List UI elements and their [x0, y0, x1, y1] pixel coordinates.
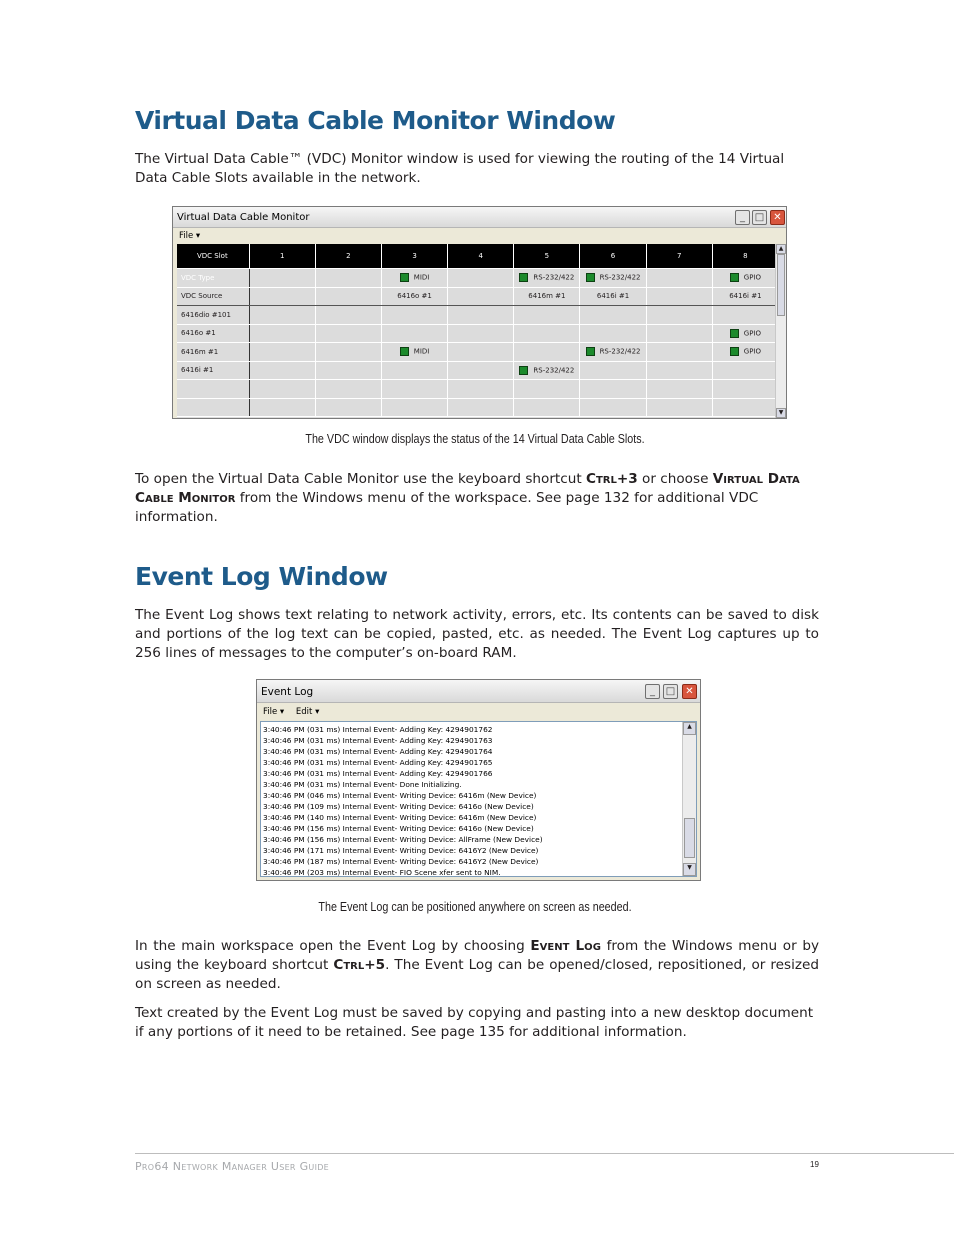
event-log-text-area[interactable] [260, 721, 697, 877]
vdc-cell [315, 398, 381, 417]
vdc-cell[interactable] [514, 269, 580, 288]
slot-header[interactable]: 6 [580, 244, 646, 269]
log-line: 3:40:46 PM (031 ms) Internal Event- Adding Key: 4294901762 [263, 725, 493, 734]
log-line: 3:40:46 PM (187 ms) Internal Event- Writing Device: 6416Y2 (New Device) [263, 857, 539, 866]
vdc-cell[interactable] [381, 287, 447, 306]
slot-header[interactable]: 8 [712, 244, 778, 269]
scroll-thumb[interactable] [684, 818, 695, 858]
vdc-cell [712, 380, 778, 399]
vdc-cell[interactable] [315, 287, 381, 306]
minimize-button[interactable]: _ [735, 210, 750, 225]
vdc-cell-text: RS-232/422 [599, 273, 641, 282]
vdc-cell[interactable] [448, 343, 514, 362]
vdc-monitor-window [172, 206, 787, 419]
section-heading-vdc: Virtual Data Cable Monitor Window [135, 106, 616, 135]
vdc-cell [514, 398, 580, 417]
vdc-type-label: VDC Type [177, 269, 249, 288]
text: or choose [637, 471, 713, 487]
vdc-cell[interactable] [381, 343, 447, 362]
text: To open the Virtual Data Cable Monitor use the keyboard shortcut [135, 471, 586, 487]
menu-file[interactable]: File ▾ [179, 231, 201, 241]
vdc-cell-text: RS-232/422 [533, 273, 575, 282]
log-line: 3:40:46 PM (109 ms) Internal Event- Writing Device: 6416o (New Device) [263, 802, 534, 811]
vdc-cell[interactable] [381, 361, 447, 380]
shortcut-ctrl5: Ctrl+5 [333, 957, 386, 973]
vdc-cell[interactable] [249, 306, 315, 325]
vdc-menubar [179, 231, 786, 241]
vdc-cell[interactable] [448, 269, 514, 288]
event-log-window-title: Event Log [261, 686, 314, 698]
vdc-cell[interactable] [315, 306, 381, 325]
device-name: 6416i #1 [177, 361, 249, 380]
close-button[interactable]: ✕ [770, 210, 785, 225]
vdc-cell[interactable] [514, 287, 580, 306]
log-line: 3:40:46 PM (031 ms) Internal Event- Adding Key: 4294901766 [263, 769, 493, 778]
vdc-cell [177, 380, 249, 399]
vdc-cell-text: RS-232/422 [599, 347, 641, 356]
vdc-cell[interactable] [646, 269, 712, 288]
status-indicator-icon [586, 273, 595, 282]
text: from the Windows menu of the workspace. See page 132 for additional VDC information. [135, 490, 759, 525]
section-heading-event-log: Event Log Window [135, 562, 388, 591]
vdc-cell[interactable] [514, 324, 580, 343]
vdc-source-row [177, 287, 779, 306]
event-log-title-bar[interactable] [257, 680, 700, 703]
vdc-cell-text: MIDI [413, 347, 430, 356]
vdc-window-title: Virtual Data Cable Monitor [177, 212, 310, 223]
vdc-cell[interactable] [580, 269, 646, 288]
vdc-cell [646, 398, 712, 417]
log-line: 3:40:46 PM (031 ms) Internal Event- Adding Key: 4294901764 [263, 747, 493, 756]
vdc-cell-text: RS-232/422 [533, 366, 575, 375]
vdc-source-label: VDC Source [177, 287, 249, 306]
text: . The Event Log can be opened/closed, repositioned, or resized on screen as needed. [135, 957, 819, 992]
event-log-save-paragraph: Text created by the Event Log must be saved by copying and pasting into a new desktop document if any portions of it need to be retained. See page 135 for additional information. [135, 1005, 814, 1040]
slot-header[interactable]: 2 [315, 244, 381, 269]
vdc-cell[interactable] [646, 324, 712, 343]
vdc-cell[interactable] [712, 361, 778, 380]
text: from the Windows menu or by using the keyboard shortcut [135, 938, 820, 973]
status-indicator-icon [730, 347, 739, 356]
vdc-cell[interactable] [381, 324, 447, 343]
status-indicator-icon [586, 347, 595, 356]
vdc-cell [249, 380, 315, 399]
status-indicator-icon [400, 273, 409, 282]
vdc-cell[interactable] [580, 361, 646, 380]
vdc-caption: The VDC window displays the status of the 14 Virtual Data Cable Slots. [305, 432, 645, 446]
scroll-thumb[interactable] [777, 254, 785, 316]
vdc-cell[interactable] [580, 306, 646, 325]
footer-rule [135, 1153, 954, 1154]
vdc-device-row[interactable] [177, 343, 779, 362]
event-log-scrollbar[interactable] [682, 722, 696, 876]
log-line: 3:40:46 PM (140 ms) Internal Event- Writing Device: 6416m (New Device) [263, 813, 537, 822]
vdc-device-row[interactable] [177, 324, 779, 343]
log-line: 3:40:46 PM (156 ms) Internal Event- Writing Device: 6416o (New Device) [263, 824, 534, 833]
vdc-cell-text: MIDI [413, 273, 430, 282]
vdc-cell [712, 398, 778, 417]
vdc-cell[interactable] [315, 324, 381, 343]
vdc-cell[interactable] [249, 269, 315, 288]
vdc-cell[interactable] [249, 287, 315, 306]
vdc-cell[interactable] [381, 306, 447, 325]
vdc-cell[interactable] [249, 343, 315, 362]
vdc-empty-row [177, 380, 779, 399]
vdc-cell[interactable] [315, 361, 381, 380]
vdc-cell-text: 6416i #1 [596, 292, 630, 301]
log-line: 3:40:46 PM (031 ms) Internal Event- Done Initializing. [263, 780, 462, 789]
vdc-cell [448, 398, 514, 417]
vdc-cell[interactable] [249, 361, 315, 380]
vdc-device-row[interactable] [177, 361, 779, 380]
vdc-title-bar[interactable] [173, 207, 786, 228]
vdc-cell[interactable] [712, 343, 778, 362]
maximize-button[interactable]: □ [752, 210, 767, 225]
vdc-cell[interactable] [448, 324, 514, 343]
vdc-cell[interactable] [514, 361, 580, 380]
vdc-cell[interactable] [646, 306, 712, 325]
vdc-grid [177, 244, 776, 418]
vdc-slot-header: VDC Slot [177, 244, 249, 269]
vdc-cell [249, 398, 315, 417]
log-line: 3:40:46 PM (171 ms) Internal Event- Writing Device: 6416Y2 (New Device) [263, 846, 539, 855]
vdc-cell[interactable] [646, 287, 712, 306]
footer-title: Pro64 Network Manager User Guide [135, 1160, 330, 1173]
vdc-cell [646, 380, 712, 399]
vdc-cell [381, 380, 447, 399]
vdc-table [177, 244, 779, 417]
vdc-cell[interactable] [514, 343, 580, 362]
device-name: 6416m #1 [177, 343, 249, 362]
shortcut-ctrl3: Ctrl+3 [586, 471, 638, 487]
vdc-cell[interactable] [646, 343, 712, 362]
log-line: 3:40:46 PM (203 ms) Internal Event- FIO Scene xfer sent to NIM. [263, 868, 501, 877]
vdc-cell [177, 398, 249, 417]
vdc-cell-text: GPIO [743, 273, 761, 282]
device-name: 6416dio #101 [177, 306, 249, 325]
vdc-cell [514, 380, 580, 399]
menu-file[interactable]: File ▾ [263, 707, 285, 717]
vdc-cell [315, 380, 381, 399]
log-lines [261, 724, 682, 878]
slot-header[interactable]: 1 [249, 244, 315, 269]
slot-header[interactable]: 3 [381, 244, 447, 269]
vdc-cell [381, 398, 447, 417]
vdc-cell-text: GPIO [743, 329, 761, 338]
vdc-cell[interactable] [712, 306, 778, 325]
vdc-cell[interactable] [646, 361, 712, 380]
vdc-scrollbar[interactable] [775, 244, 786, 418]
log-line: 3:40:46 PM (031 ms) Internal Event- Adding Key: 4294901763 [263, 736, 493, 745]
event-log-open-paragraph [135, 937, 819, 994]
log-line: 3:40:46 PM (046 ms) Internal Event- Writing Device: 6416m (New Device) [263, 791, 537, 800]
scroll-down-arrow-icon[interactable]: ▼ [776, 408, 786, 418]
close-button[interactable]: ✕ [682, 684, 697, 699]
vdc-cell-text: GPIO [743, 347, 761, 356]
vdc-cell[interactable] [448, 306, 514, 325]
vdc-open-paragraph [135, 470, 819, 527]
slot-header[interactable]: 4 [448, 244, 514, 269]
vdc-cell [580, 380, 646, 399]
scroll-up-arrow-icon[interactable]: ▲ [683, 722, 696, 735]
event-log-window [256, 679, 701, 881]
vdc-cell[interactable] [381, 269, 447, 288]
vdc-empty-row [177, 398, 779, 417]
status-indicator-icon [519, 273, 528, 282]
vdc-cell-text: 6416i #1 [729, 292, 762, 301]
vdc-cell[interactable] [712, 269, 778, 288]
status-indicator-icon [730, 329, 739, 338]
log-line: 3:40:46 PM (031 ms) Internal Event- Adding Key: 4294901765 [263, 758, 493, 767]
page-number: 19 [810, 1160, 819, 1169]
event-log-intro-paragraph: The Event Log shows text relating to network activity, errors, etc. Its contents can be saved to disk and portions of the log text can be copied, pasted, etc. as needed. The Event Log captures up to 256 lines of messages to the computer’s on-board RAM. [135, 607, 819, 661]
vdc-cell[interactable] [580, 343, 646, 362]
vdc-cell[interactable] [315, 343, 381, 362]
event-log-menubar [263, 707, 700, 717]
vdc-cell[interactable] [448, 361, 514, 380]
status-indicator-icon [519, 366, 528, 375]
vdc-cell [448, 380, 514, 399]
menu-edit[interactable]: Edit ▾ [295, 707, 320, 717]
vdc-cell[interactable] [580, 287, 646, 306]
scroll-down-arrow-icon[interactable]: ▼ [683, 863, 696, 876]
log-line: 3:40:46 PM (156 ms) Internal Event- Writing Device: AllFrame (New Device) [263, 835, 543, 844]
vdc-cell-text: 6416o #1 [397, 292, 432, 301]
event-log-caption: The Event Log can be positioned anywhere on screen as needed. [318, 900, 632, 914]
text: In the main workspace open the Event Log by choosing [135, 938, 531, 954]
minimize-button[interactable]: _ [645, 684, 660, 699]
vdc-cell[interactable] [514, 306, 580, 325]
vdc-device-row[interactable] [177, 306, 779, 325]
vdc-cell[interactable] [712, 287, 778, 306]
menu-item-event-log: Event Log [530, 938, 601, 954]
vdc-cell[interactable] [315, 269, 381, 288]
menu-item-vdc-monitor: Virtual Data Cable Monitor [135, 471, 800, 506]
vdc-cell[interactable] [448, 287, 514, 306]
status-indicator-icon [400, 347, 409, 356]
vdc-cell[interactable] [249, 324, 315, 343]
slot-header[interactable]: 7 [646, 244, 712, 269]
device-name: 6416o #1 [177, 324, 249, 343]
vdc-intro-paragraph: The Virtual Data Cable™ (VDC) Monitor window is used for viewing the routing of the 14 Virtual Data Cable Slots available in the network. [135, 151, 785, 186]
vdc-cell-text: 6416m #1 [528, 292, 566, 301]
status-indicator-icon [730, 273, 739, 282]
vdc-cell[interactable] [712, 324, 778, 343]
vdc-cell [580, 398, 646, 417]
vdc-cell[interactable] [580, 324, 646, 343]
maximize-button[interactable]: □ [663, 684, 678, 699]
scroll-up-arrow-icon[interactable]: ▲ [776, 244, 786, 254]
vdc-type-row [177, 269, 779, 288]
slot-header[interactable]: 5 [514, 244, 580, 269]
